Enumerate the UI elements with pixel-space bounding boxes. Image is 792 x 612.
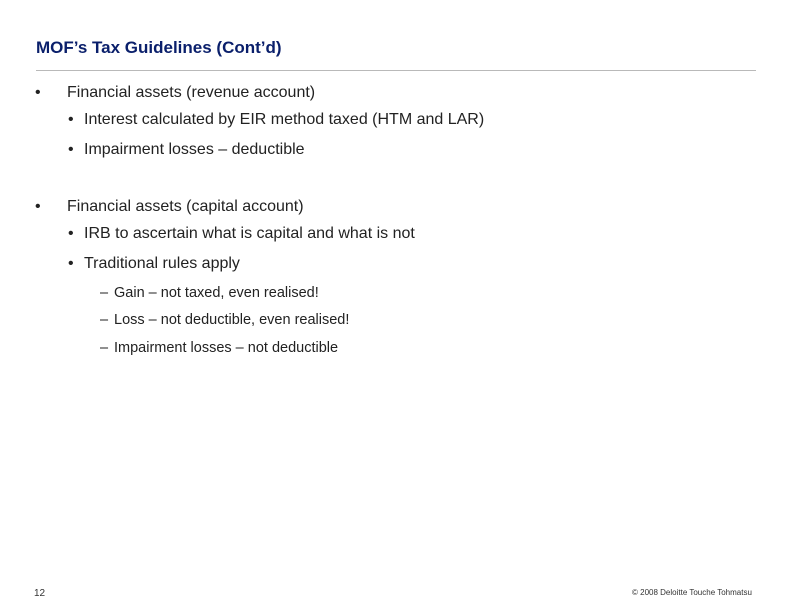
dash-bullet: – <box>100 340 109 356</box>
heading-text: Financial assets (capital account) <box>67 198 304 215</box>
bullet: • <box>35 84 41 101</box>
bullet: • <box>35 198 41 215</box>
bullet: • <box>68 141 74 158</box>
item-text: Impairment losses – not deductible <box>114 340 339 356</box>
item-text: IRB to ascertain what is capital and what is not <box>84 225 415 242</box>
item-text: Loss – not deductible, even realised! <box>114 312 350 328</box>
heading-text: Financial assets (revenue account) <box>67 84 316 101</box>
dash-bullet: – <box>100 285 109 301</box>
bullet: • <box>68 111 74 128</box>
title-divider <box>36 70 756 71</box>
dash-bullet: – <box>100 312 109 328</box>
item-text: Gain – not taxed, even realised! <box>114 285 319 301</box>
item-text: Traditional rules apply <box>84 255 240 272</box>
page-number: 12 <box>34 588 46 599</box>
copyright-notice: © 2008 Deloitte Touche Tohmatsu <box>632 588 752 597</box>
item-text: Interest calculated by EIR method taxed (HTM and LAR) <box>84 111 485 128</box>
slide-title: MOF’s Tax Guidelines (Cont’d) <box>36 38 282 57</box>
item-text: Impairment losses – deductible <box>84 141 305 158</box>
bullet: • <box>68 255 74 272</box>
bullet: • <box>68 225 74 242</box>
